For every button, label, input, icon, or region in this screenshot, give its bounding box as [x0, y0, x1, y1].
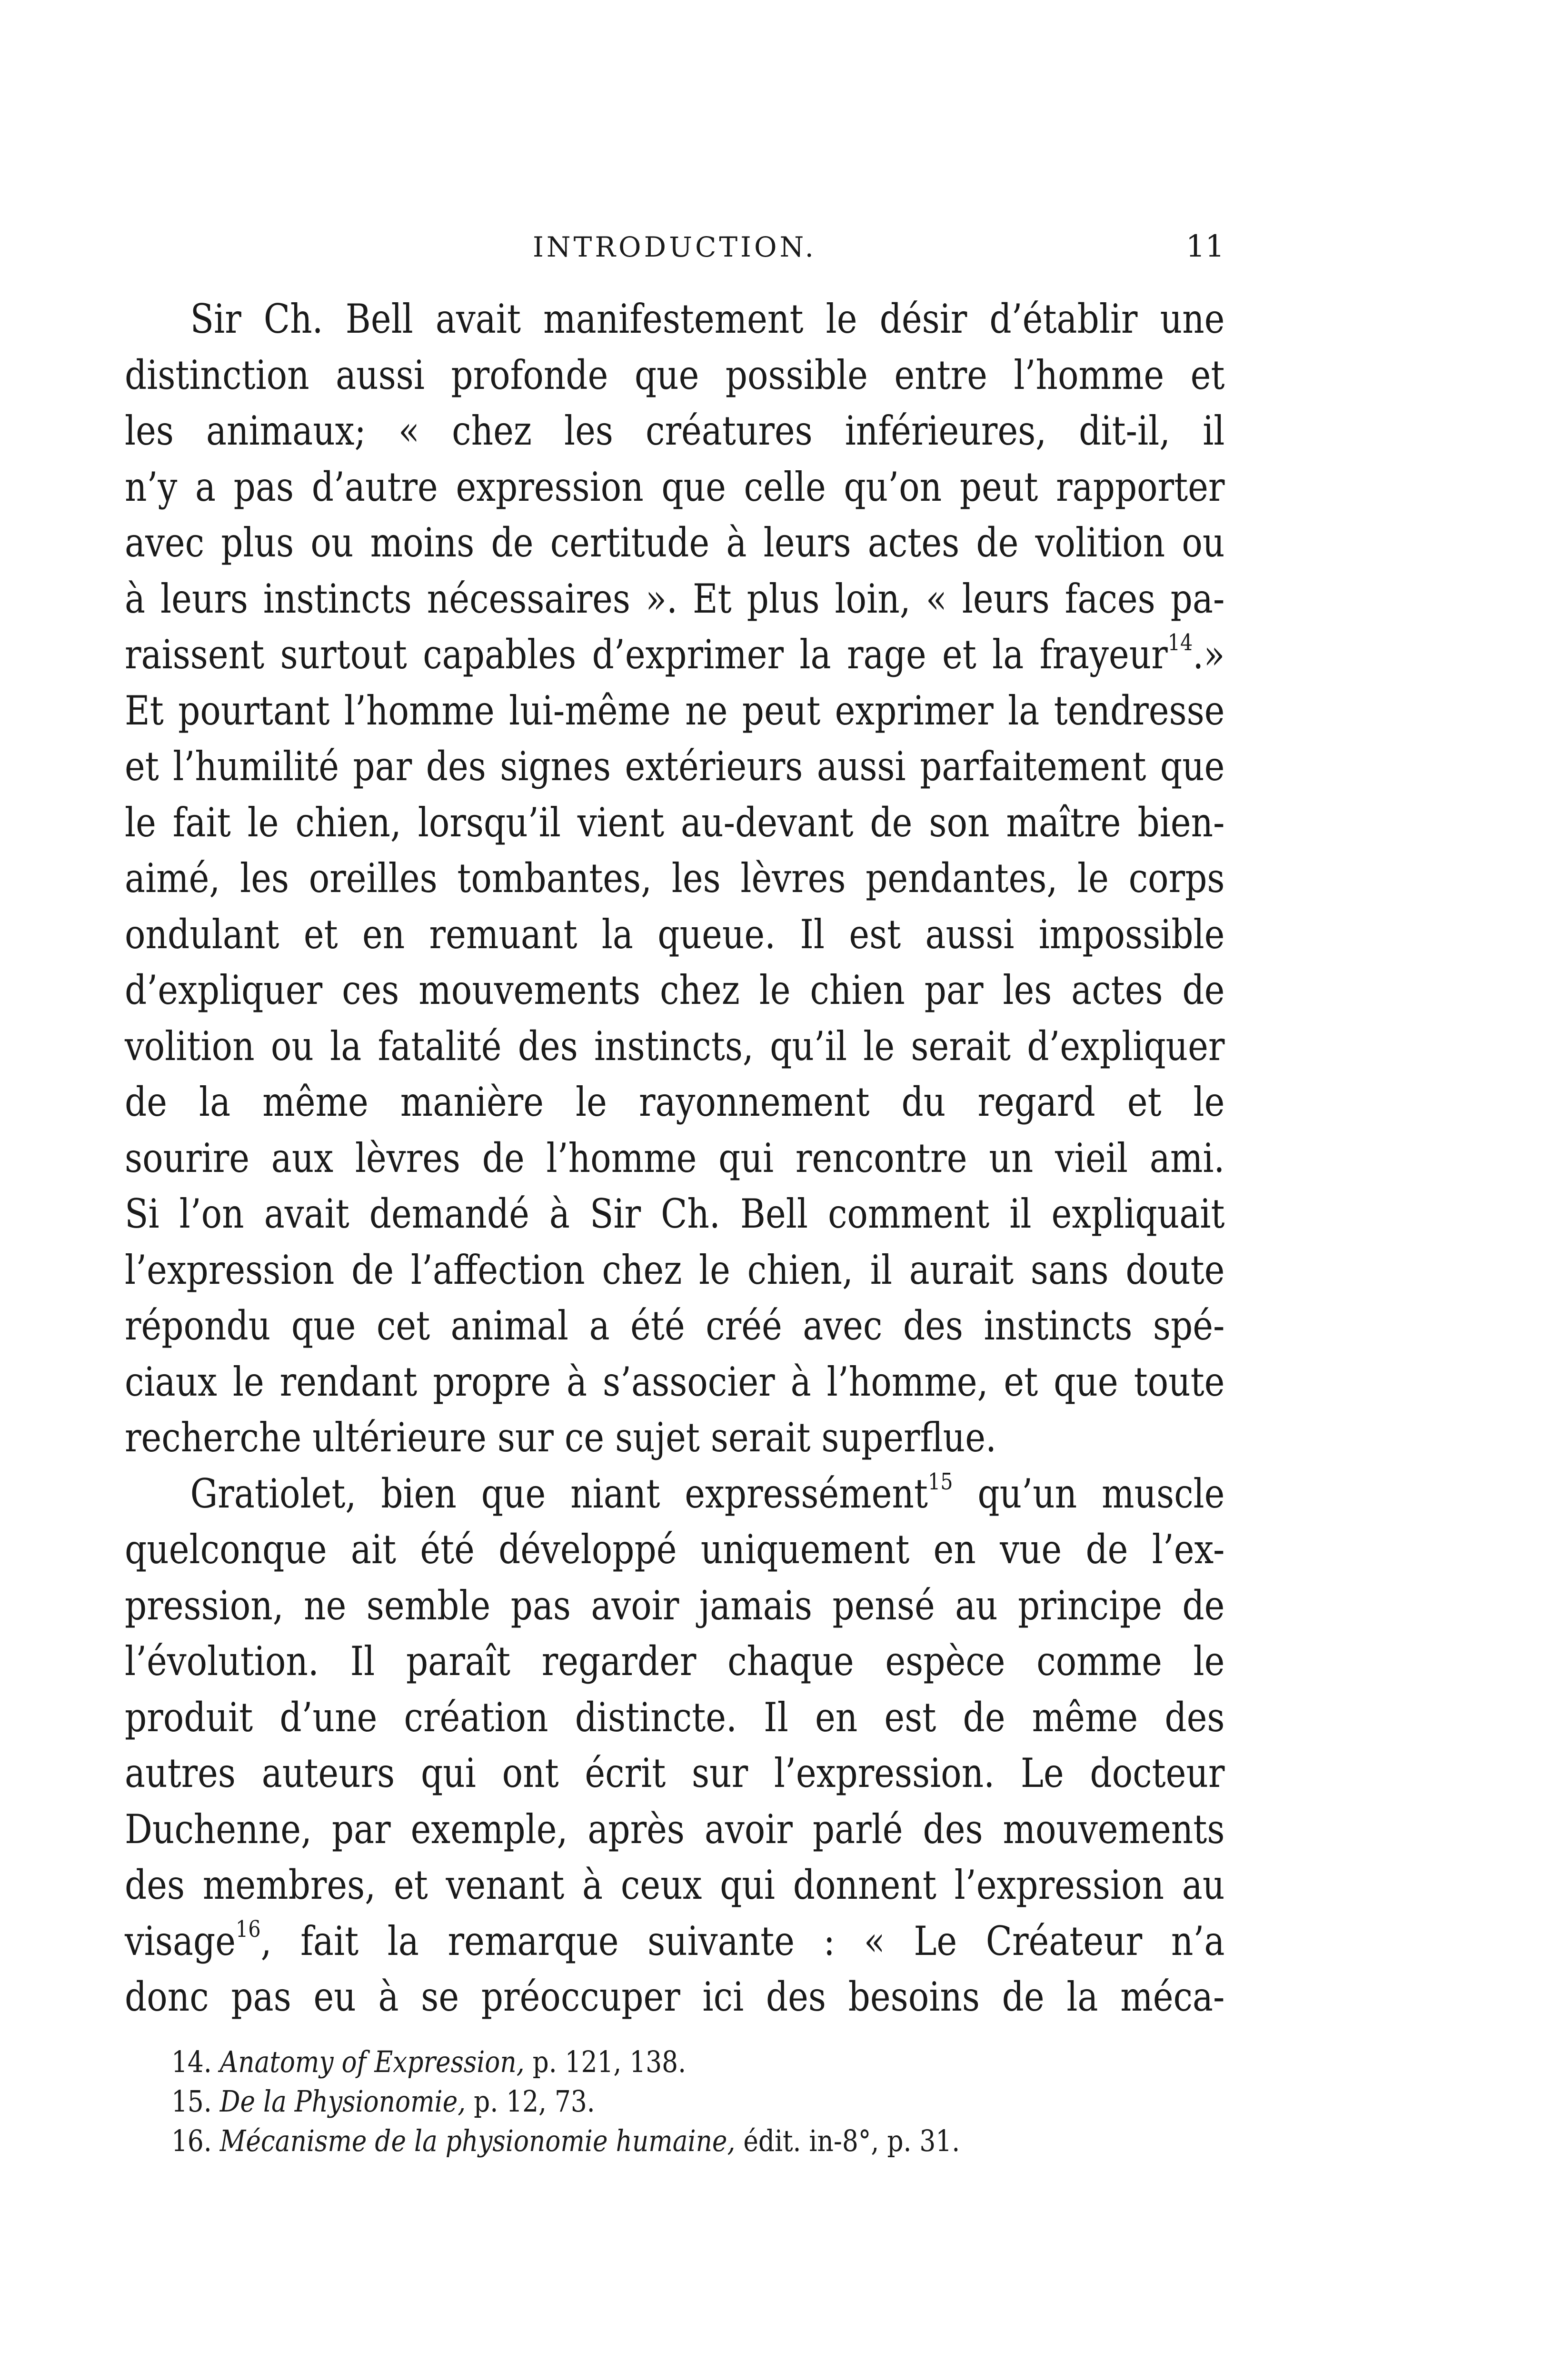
line-text: de la même manière le rayonnement du regard et le — [125, 1079, 1225, 1125]
footnote-title: Anatomy of Expression, — [219, 2044, 525, 2079]
footnote-title: Mécanisme de la physionomie humaine, — [219, 2123, 736, 2158]
text-line — [125, 1745, 1224, 1802]
footnote-pages: édit. in-8°, p. 31. — [735, 2123, 960, 2158]
line-text: donc pas eu à se préoccuper ici des besoins de la méca- — [125, 1973, 1225, 2020]
text-line — [125, 1354, 1224, 1410]
line-text-continued: .» — [1193, 631, 1225, 678]
line-text: Si l’on avait demandé à Sir Ch. Bell comment il expliquait — [125, 1190, 1225, 1237]
line-text: autres auteurs qui ont écrit sur l’expression. Le docteur — [125, 1750, 1225, 1796]
line-text-continued: , fait la remarque suivante : « Le Créateur n’a — [260, 1917, 1225, 1964]
line-text: aimé, les oreilles tombantes, les lèvres pendantes, le corps — [125, 855, 1225, 902]
running-title: INTRODUCTION. — [533, 231, 816, 263]
line-text: le fait le chien, lorsqu’il vient au-devant de son maître bien- — [125, 799, 1225, 846]
line-text: d’expliquer ces mouvements chez le chien par les actes de — [125, 967, 1225, 1013]
text-line — [125, 1242, 1224, 1299]
line-text: sourire aux lèvres de l’homme qui rencontre un vieil ami. — [125, 1134, 1225, 1181]
footnote-number: 14. — [171, 2044, 212, 2079]
text-line — [125, 962, 1224, 1019]
text-line — [125, 515, 1224, 571]
footnote-title: De la Physionomie, — [219, 2084, 466, 2119]
text-line — [125, 851, 1224, 907]
text-line — [125, 907, 1224, 963]
line-text: visage — [125, 1917, 236, 1964]
text-line — [125, 347, 1224, 404]
line-text: des membres, et venant à ceux qui donnent l’expression au — [125, 1862, 1225, 1908]
line-text: l’évolution. Il paraît regarder chaque espèce comme le — [125, 1638, 1225, 1685]
footnote-reference[interactable]: 14 — [1167, 629, 1193, 656]
line-text: n’y a pas d’autre expression que celle qu’on peut rapporter — [125, 463, 1225, 510]
line-text: et l’humilité par des signes extérieurs aussi parfaitement que — [125, 743, 1225, 790]
text-line — [125, 1130, 1224, 1187]
text-line — [125, 1298, 1224, 1354]
line-text: ondulant et en remuant la queue. Il est aussi impossible — [125, 911, 1225, 958]
text-line — [125, 1522, 1224, 1578]
text-line — [125, 795, 1224, 851]
line-text: produit d’une création distincte. Il en est de même des — [125, 1694, 1225, 1741]
text-line — [125, 1019, 1224, 1075]
text-line — [125, 1914, 1224, 1970]
text-line — [125, 1074, 1224, 1130]
line-text: Duchenne, par exemple, après avoir parlé des mouvements — [125, 1805, 1225, 1853]
text-line — [125, 1857, 1224, 1914]
text-line — [125, 571, 1224, 627]
footnote-number: 16. — [171, 2123, 212, 2158]
line-text: quelconque ait été développé uniquement en vue de l’ex- — [125, 1526, 1225, 1573]
footnote-16 — [171, 2121, 960, 2161]
line-text: à leurs instincts nécessaires ». Et plus loin, « leurs faces pa- — [125, 575, 1225, 622]
footnote-reference[interactable]: 15 — [927, 1468, 953, 1495]
footnote-reference[interactable]: 16 — [236, 1915, 261, 1943]
footnote-pages: p. 121, 138. — [524, 2044, 687, 2079]
text-line — [125, 291, 1224, 347]
text-line — [125, 1186, 1224, 1242]
line-text: ciaux le rendant propre à s’associer à l’homme, et que toute — [125, 1358, 1225, 1405]
text-line — [125, 1466, 1224, 1522]
text-line — [125, 403, 1224, 459]
footnote-number: 15. — [171, 2084, 212, 2119]
line-text: l’expression de l’affection chez le chien, il aurait sans doute — [125, 1246, 1225, 1293]
body-text — [125, 291, 1224, 2025]
page-number: 11 — [1185, 229, 1224, 264]
line-text: raissent surtout capables d’exprimer la rage et la frayeur — [125, 631, 1168, 678]
text-line — [125, 1578, 1224, 1634]
line-text: distinction aussi profonde que possible entre l’homme et — [125, 351, 1225, 398]
text-line — [125, 1634, 1224, 1690]
line-text: répondu que cet animal a été créé avec des instincts spé- — [125, 1302, 1225, 1349]
text-line — [125, 1802, 1224, 1858]
line-text: Et pourtant l’homme lui-même ne peut exprimer la tendresse — [125, 687, 1225, 734]
text-line — [125, 459, 1224, 516]
footnotes — [171, 2042, 1088, 2161]
line-text: les animaux; « chez les créatures inférieures, dit-il, il — [125, 407, 1225, 454]
text-line — [125, 1690, 1224, 1746]
page-header — [125, 226, 1224, 274]
line-text: Sir Ch. Bell avait manifestement le désir d’établir une — [190, 296, 1225, 342]
text-line — [125, 1410, 1224, 1466]
text-line — [125, 627, 1224, 683]
line-text: volition ou la fatalité des instincts, qu’il le serait d’expliquer — [125, 1022, 1225, 1070]
line-text: Gratiolet, bien que niant expressément — [190, 1470, 928, 1517]
footnote-14 — [171, 2042, 960, 2082]
footnote-15 — [171, 2082, 960, 2121]
line-text: avec plus ou moins de certitude à leurs actes de volition ou — [125, 519, 1225, 566]
footnote-pages: p. 12, 73. — [466, 2084, 595, 2119]
line-text: pression, ne semble pas avoir jamais pensé au principe de — [125, 1582, 1225, 1629]
line-text: recherche ultérieure sur ce sujet serait superflue. — [125, 1414, 996, 1461]
line-text-continued: qu’un muscle — [953, 1470, 1225, 1517]
text-line — [125, 683, 1224, 739]
text-line — [125, 739, 1224, 795]
text-line — [125, 1969, 1224, 2025]
